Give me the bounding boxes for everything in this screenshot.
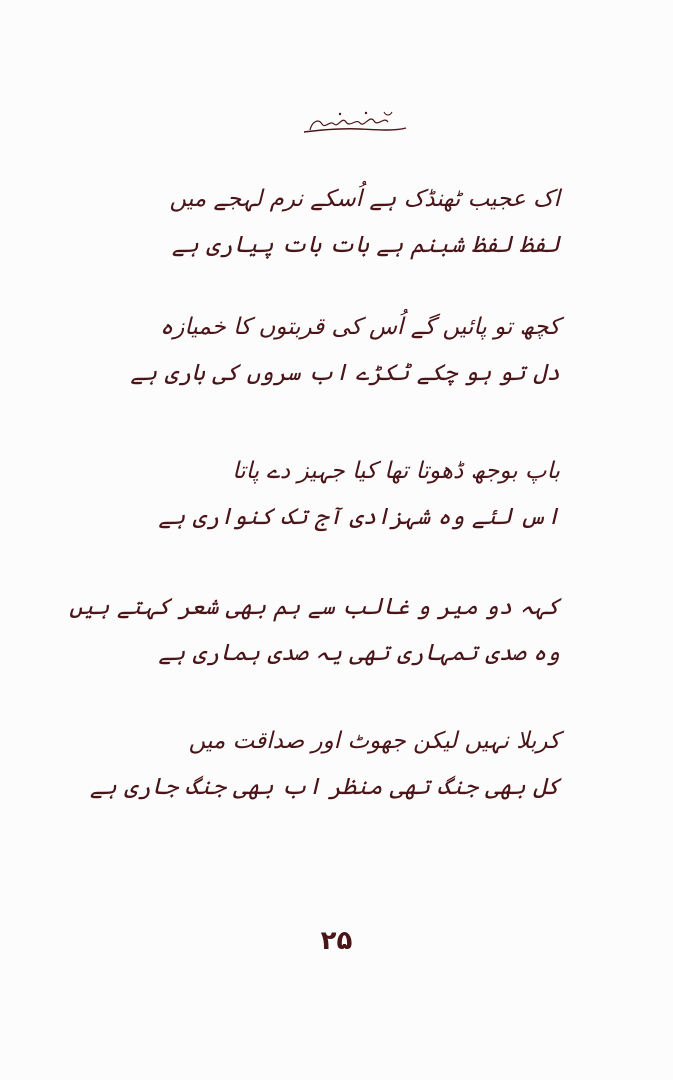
poet-signature-mark: [300, 104, 410, 144]
verse-line: کل بھی جنگ تھی منظر اب بھی جنگ جاری ہے: [89, 774, 560, 800]
stanza-2: [130, 304, 560, 396]
verse-line: کربلا نہیں لیکن جھوٹ اور صداقت میں: [188, 728, 560, 754]
stanza-3: [140, 448, 560, 540]
verse-line: کہہ دو میر و غالب سے ہم بھی شعر کہتے ہیں: [69, 594, 560, 620]
stanza-1: [140, 176, 560, 268]
verse-line: کچھ تو پائیں گے اُس کی قربتوں کا خمیازہ: [159, 314, 560, 340]
verse-line: وہ صدی تمہاری تھی یہ صدی ہماری ہے: [158, 640, 560, 666]
page-number: ۲۵: [320, 926, 353, 956]
stanza-4: [69, 584, 560, 676]
verse-line: باپ بوجھ ڈھوتا تھا کیا جہیز دے پاتا: [232, 458, 560, 484]
stanza-5: [89, 718, 560, 810]
verse-line: اس لئے وہ شہزادی آج تک کنواری ہے: [158, 504, 560, 530]
verse-line: دل تو ہو چکے ٹکڑے اب سروں کی باری ہے: [130, 360, 560, 386]
verse-line: اک عجیب ٹھنڈک ہے اُسکے نرم لہجے میں: [169, 186, 560, 212]
verse-line: لفظ لفظ شبنم ہے بات بات پیاری ہے: [171, 232, 560, 258]
